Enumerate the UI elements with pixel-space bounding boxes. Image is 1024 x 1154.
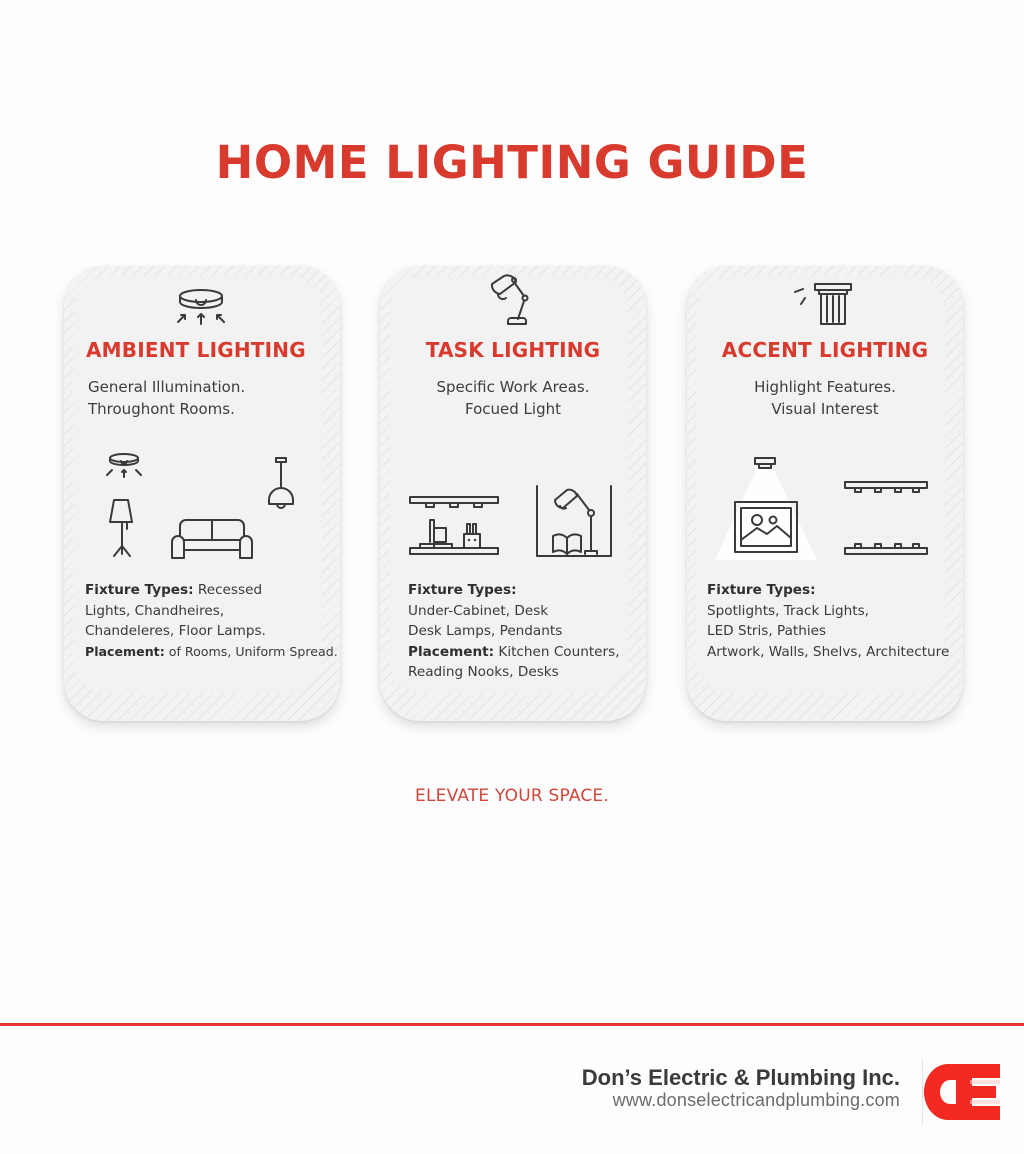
- fixture-types-label: Fixture Types:: [85, 582, 194, 598]
- ceiling-light-icon: [168, 286, 234, 330]
- placement-label: Placement:: [85, 643, 165, 659]
- footer-divider: [0, 1023, 1024, 1026]
- track-light-icon: [843, 480, 929, 496]
- card-description: Specific Work Areas. Focued Light: [436, 378, 590, 418]
- card-title: AMBIENT LIGHTING: [86, 338, 306, 362]
- fixture-types-label: Fixture Types:: [707, 582, 816, 598]
- company-website-link[interactable]: www.donselectricandplumbing.com: [612, 1090, 900, 1110]
- fixture-info: Fixture Types: Under-Cabinet, Desk Desk Lamps, Pendants Placement: Kitchen Counters, Reading Nooks, Desks: [380, 580, 646, 683]
- card-title: ACCENT LIGHTING: [721, 338, 929, 362]
- floor-lamp-icon: [106, 498, 138, 558]
- card-accent-lighting: [687, 266, 963, 721]
- card-title: TASK LIGHTING: [425, 338, 601, 362]
- spotlit-column-icon: [793, 282, 861, 328]
- placement-label: Placement:: [408, 643, 495, 660]
- card-ambient-lighting: [64, 266, 340, 721]
- fixture-info: Fixture Types: Recessed Lights, Chandheires, Chandeleres, Floor Lamps. Placement: of Rooms, Uniform Spread.: [85, 582, 338, 659]
- card-description: Highlight Features. Visual Interest: [754, 378, 896, 418]
- spotlit-artwork-icon: [713, 456, 819, 562]
- fixture-types-label: Fixture Types:: [408, 582, 517, 598]
- page-title: HOME LIGHTING GUIDE: [215, 136, 809, 189]
- ceiling-light-icon: [102, 452, 146, 480]
- sofa-icon: [170, 518, 254, 560]
- card-description: General Illumination. Throughont Rooms.: [88, 378, 246, 418]
- desk-lamp-icon: [488, 274, 534, 328]
- company-name: Don’s Electric & Plumbing Inc.: [581, 1065, 900, 1090]
- tagline: ELEVATE YOUR SPACE.: [415, 786, 609, 806]
- card-task-lighting: [380, 266, 646, 721]
- under-cabinet-kitchen-icon: [408, 494, 500, 556]
- fixture-info: Fixture Types: Spotlights, Track Lights, LED Stris, Pathies Artwork, Walls, Shelvs, Architecture: [687, 580, 963, 662]
- reading-nook-desk-lamp-icon: [535, 484, 613, 558]
- pendant-light-icon: [264, 456, 298, 516]
- led-strip-icon: [843, 542, 929, 556]
- company-logo-icon: [922, 1058, 1002, 1126]
